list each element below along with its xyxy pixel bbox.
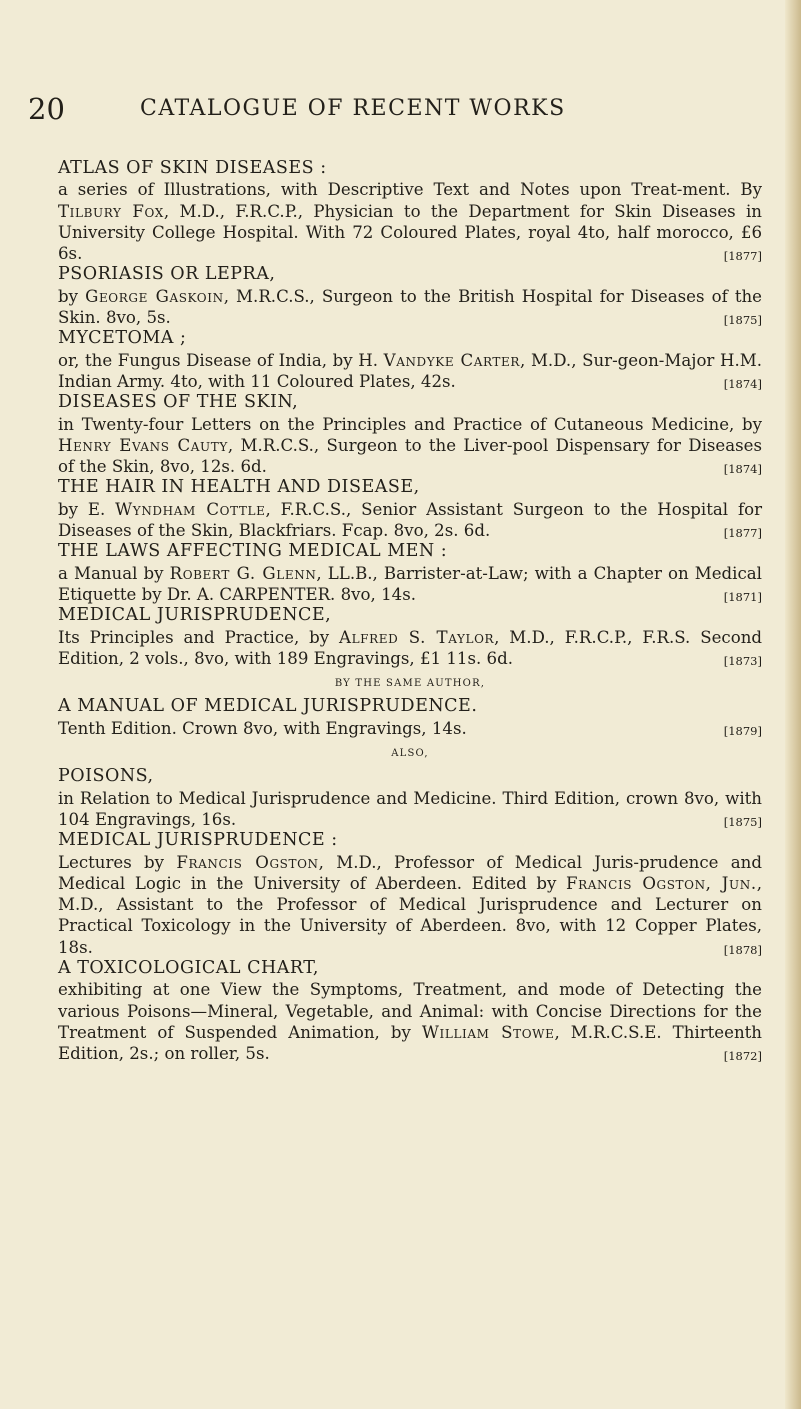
entry-author: William Stowe <box>421 1022 555 1042</box>
entry-title: THE HAIR IN HEALTH AND DISEASE, <box>58 477 420 498</box>
entry-author: Henry Evans Cauty <box>58 435 228 455</box>
entry-title: POISONS, <box>58 766 154 787</box>
catalogue-entry <box>58 605 762 669</box>
entry-year: [1872] <box>723 1049 762 1064</box>
entry-description: by George Gaskoin, M.R.C.S., Surgeon to the British Hospital for Diseases of the Skin. 8vo, 5s. [1875] <box>58 286 762 329</box>
entry-year: [1875] <box>723 313 762 328</box>
entry-author: Wyndham Cottle <box>115 499 266 519</box>
catalogue-entry <box>58 541 762 605</box>
catalogue-entry <box>58 958 762 1064</box>
entry-title: THE LAWS AFFECTING MEDICAL MEN : <box>58 541 448 562</box>
entry-description: or, the Fungus Disease of India, by H. Vandyke Carter, M.D., Sur-geon-Major H.M. Indian Army. 4to, with 11 Coloured Plates, 42s. [1874] <box>58 350 762 393</box>
entry-title: MYCETOMA ; <box>58 328 187 349</box>
entry-year: [1879] <box>723 723 762 738</box>
entry-description: by E. Wyndham Cottle, F.R.C.S., Senior Assistant Surgeon to the Hospital for Diseases of the Skin, Blackfriars. Fcap. 8vo, 2s. 6d. [1877] <box>58 499 762 542</box>
entry-description: Lectures by Francis Ogston, M.D., Professor of Medical Juris-prudence and Medical Logic in the University of Aberdeen. Edited by Francis Ogston, Jun., M.D., Assistant to the Professor of Medical Jurisprudence and Lecturer on Practical Toxicology in the University of Aberdeen. 8vo, with 12 Copper Plates, 18s. [1878] <box>58 852 762 958</box>
entry-description: a Manual by Robert G. Glenn, LL.B., Barrister-at-Law; with a Chapter on Medical Etiquette by Dr. A. CARPENTER. 8vo, 14s. [1871] <box>58 563 762 606</box>
entry-author: Francis Ogston, Jun. <box>566 873 757 893</box>
catalogue-entry <box>58 158 762 264</box>
entry-year: [1877] <box>723 249 762 264</box>
entry-year: [1874] <box>723 376 762 391</box>
catalogue-entries <box>58 158 762 1067</box>
entry-year: [1874] <box>723 462 762 477</box>
entry-author: Francis Ogston <box>176 852 319 872</box>
entry-year: [1873] <box>723 653 762 668</box>
entry-description: exhibiting at one View the Symptoms, Treatment, and mode of Detecting the various Poisons—Mineral, Vegetable, and Animal: with Concise Directions for the Treatment of Suspended Animation, by William Stowe, M.R.C.S.E. Thirteenth Edition, 2s.; on roller, 5s. [1872] <box>58 979 762 1064</box>
entry-author: Vandyke Carter <box>383 350 521 370</box>
entry-description: in Twenty-four Letters on the Principles and Practice of Cutaneous Medicine, by Henry Evans Cauty, M.R.C.S., Surgeon to the Liver-pool Dispensary for Diseases of the Skin, 8vo, 12s. 6d. [1874] <box>58 414 762 478</box>
same-author-separator: BY THE SAME AUTHOR, <box>334 678 486 690</box>
entry-author: George Gaskoin <box>85 286 224 306</box>
entry-year: [1878] <box>723 942 762 957</box>
page-edge-shadow <box>785 0 801 1409</box>
entry-description: a series of Illustrations, with Descriptive Text and Notes upon Treat-ment. By Tilbury Fox, M.D., F.R.C.P., Physician to the Department for Skin Diseases in University College Hospital. With 72 Coloured Plates, royal 4to, half morocco, £6 6s. [1877] <box>58 179 762 264</box>
entry-title: PSORIASIS OR LEPRA, <box>58 264 276 285</box>
entry-year: [1875] <box>723 814 762 829</box>
entry-title: MEDICAL JURISPRUDENCE : <box>58 830 338 851</box>
running-title: CATALOGUE OF RECENT WORKS <box>140 96 566 121</box>
page-number: 20 <box>28 92 65 126</box>
entry-year: [1871] <box>723 589 762 604</box>
catalogue-entry <box>58 696 762 739</box>
catalogue-entry <box>58 477 762 541</box>
entry-title: A TOXICOLOGICAL CHART, <box>58 957 319 978</box>
catalogue-entry <box>58 766 762 830</box>
entry-description: Its Principles and Practice, by Alfred S. Taylor, M.D., F.R.C.P., F.R.S. Second Edition, 2 vols., 8vo, with 189 Engravings, £1 11s. 6d. [1873] <box>58 627 762 670</box>
also-separator: ALSO, <box>391 748 429 760</box>
entry-title: A MANUAL OF MEDICAL JURISPRUDENCE. <box>58 696 478 717</box>
entry-description: Tenth Edition. Crown 8vo, with Engravings, 14s. [1879] <box>58 718 762 739</box>
entry-title: ATLAS OF SKIN DISEASES : <box>58 158 327 178</box>
entry-title: DISEASES OF THE SKIN, <box>58 392 299 413</box>
catalogue-entry <box>58 264 762 328</box>
entry-author: Alfred S. Taylor <box>339 627 495 647</box>
entry-year: [1877] <box>723 526 762 541</box>
catalogue-entry <box>58 830 762 958</box>
entry-title: MEDICAL JURISPRUDENCE, <box>58 605 332 626</box>
catalogue-entry <box>58 392 762 477</box>
catalogue-entry <box>58 328 762 392</box>
entry-author: Robert G. Glenn <box>169 563 317 583</box>
entry-author: Tilbury Fox <box>58 201 164 221</box>
entry-description: in Relation to Medical Jurisprudence and Medicine. Third Edition, crown 8vo, with 104 Engravings, 16s. [1875] <box>58 788 762 831</box>
